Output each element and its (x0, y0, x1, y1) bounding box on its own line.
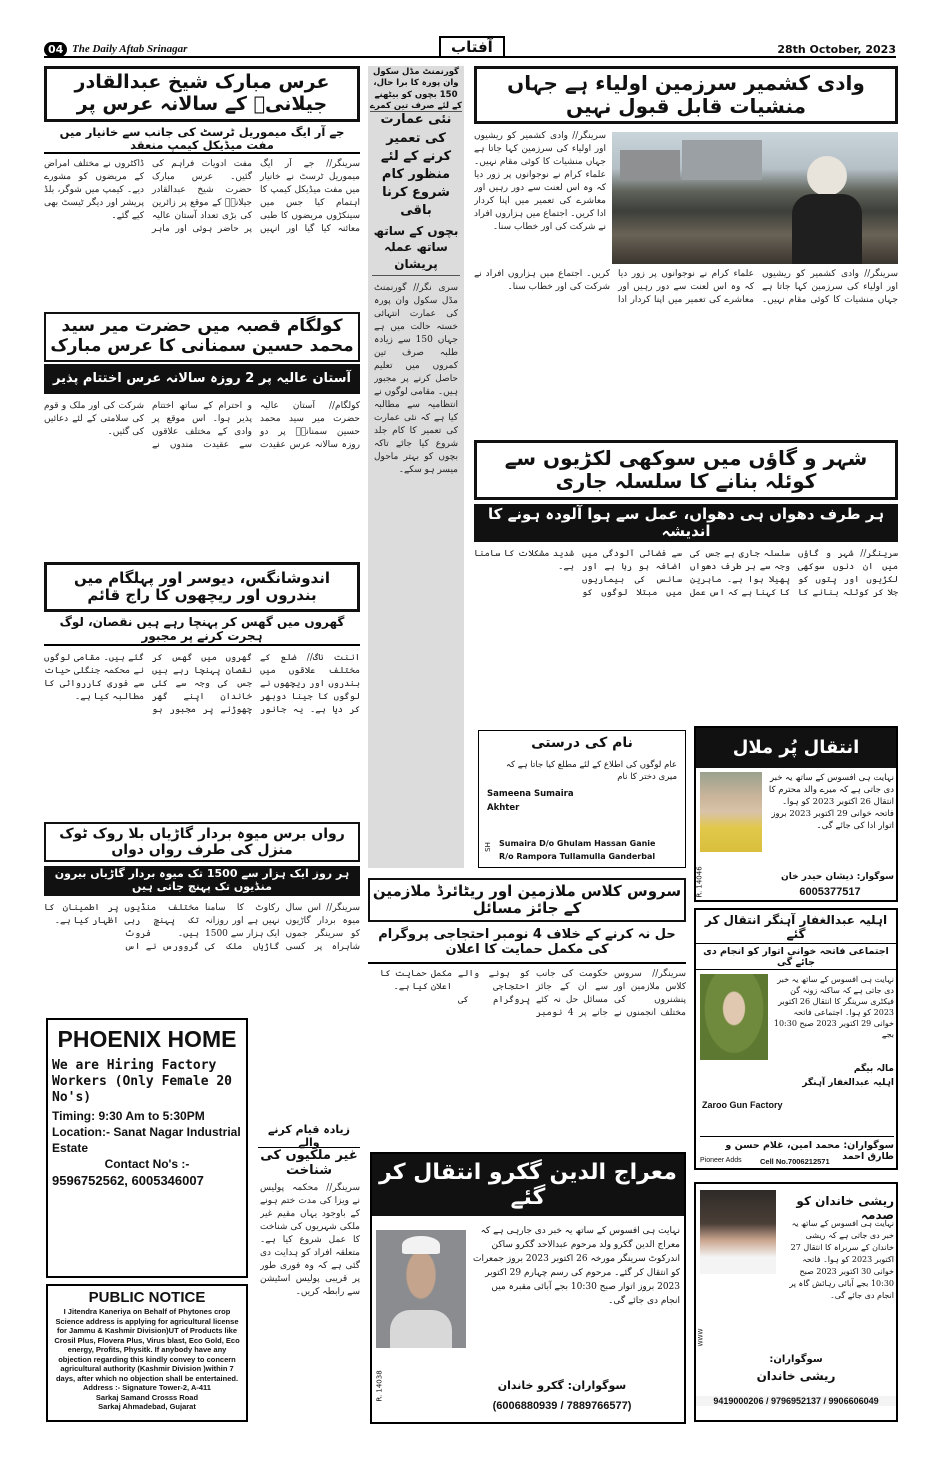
phoenix-line3: Location:- Sanat Nagar Industrial Estate (52, 1125, 241, 1155)
body-kashmir-saints: سرینگر// وادی کشمیر کو ریشیوں اور اولیاء کی سرزمین کہا جاتا ہے جہاں منشیات کا کوئی مقام نہیں۔ علماء کرام نے نوجوانوں پر زور دیا کہ وہ اس لعنت سے دور رہیں اور معاشرے کی تعمیر میں اپنا کردار ادا کریں۔ اجتماع میں ہزاروں افراد نے شرکت کی اور خطاب سنا۔ (474, 269, 898, 305)
phoenix-line4: Contact No's :- (104, 1157, 190, 1171)
logo: آفتاب (439, 36, 505, 58)
meraj-title: معراج الدین گکرو انتقال کر گئے (372, 1154, 684, 1216)
name-correction-line2: Akhter (487, 803, 520, 813)
notice-condolence-1 (694, 726, 898, 902)
subhead-employees: حل نہ کرنے کے خلاف 4 نومبر احتجاجی پروگرام کی مکمل حمایت کا اعلان (368, 924, 686, 964)
condolence-2-mourners: سوگواران: محمد امین، غلام حسن و طارق احمد (700, 1136, 894, 1162)
reshi-body: نہایت ہی افسوس کے ساتھ یہ خبر دی جاتی ہے کہ ریشی خاندان کے سربراہ کا انتقال 27 اکتوبر 2023 کو ہوا۔ فاتحہ خوانی 30 اکتوبر 2023 صبح 10:30 بجے آبائی رہائش گاہ پر انجام دی جائے گی۔ (789, 1219, 894, 1300)
meraj-photo (376, 1230, 466, 1348)
notice-condolence-2 (694, 908, 898, 1170)
public-notice-body: I Jitendra Kaneriya on Behalf of Phytones crop Science address is applying for agricultural license for Jammu & Kashmir Division)UT of Products like Crosil Plus, Flovera Plus, Virus blast, Eco Gold, Eco energy, Profits, Physitk. If anybody have any objection regarding this kindly convey to concern agricultural authority (Kashmir Division )within 7 days, after which no objection shall be entertained. (54, 1307, 240, 1383)
body-employees: سرینگر// سروس کلاس ملازمین اور پنشنروں کی مختلف انجمنوں نے حکومت کی جانب سے ان کے جائز مسائل حل نہ کئے جانے پر 4 نومبر کو ہونے والے احتجاجی پروگرام کی مکمل حمایت کا اعلان کیا ہے۔ (380, 969, 686, 1018)
phoenix-line1: We are Hiring Factory Workers (Only Female 20 No's) (52, 1058, 233, 1105)
condolence-2-phone: Cell No.7006212571 (760, 1157, 830, 1166)
reshi-mourners2: ریشی خاندان (756, 1369, 836, 1383)
public-notice-address1: Address :- Signature Tower-2, A-411 (83, 1383, 211, 1392)
subhead-charcoal: ہر طرف دھواں ہی دھواں، عمل سے ہوا آلودہ ہونے کا اندیشہ (474, 504, 898, 542)
body-foreign: سرینگر// محکمہ پولیس نے ویزا کی مدت ختم ہونے کے باوجود یہاں مقیم غیر ملکی شہریوں کی شناخت کا عمل شروع کیا ہے۔ متعلقہ افراد کو ہدایت دی گئی ہے کہ وہ فوری طور پر قریبی پولیس اسٹیشن سے رابطہ کریں۔ (260, 1183, 360, 1297)
name-correction-body: عام لوگوں کی اطلاع کے لئے مطلع کیا جاتا ہے کہ میری دختر کا نام (505, 760, 677, 782)
notice-name-correction (478, 730, 686, 868)
condolence-2-title: اہلیہ عبدالغفار آہنگر انتقال کر گئے (696, 912, 896, 944)
body-charcoal: سرینگر// شہر و گاؤں میں ان دنوں سوکھی لکڑیوں اور پتوں کو جلا کر کوئلہ بنانے کا سلسلہ جاری ہے جس کی وجہ سے ہر طرف دھواں پھیلا ہوا ہے۔ ماہرین کا کہنا ہے کہ اس عمل سے فضائی آلودگی میں اضافہ ہو رہا ہے اور سانس کی بیماریوں میں مبتلا لوگوں کو شدید مشکلات کا سامنا ہے۔ (474, 549, 898, 598)
body-fruit-trucks: سرینگر// اس سال میوہ بردار گاڑیوں کو سرینگر جموں شاہراہ پر کسی رکاوٹ کا سامنا نہیں ہے اور روزانہ ایک ہزار سے 1500 گاڑیاں ملک کی مختلف منڈیوں تک پہنچ رہی ہیں۔ فروٹ گروورس نے اس پر اطمینان کا اظہار کیا ہے۔ (44, 903, 360, 952)
headline-charcoal: شہر و گاؤں میں سوکھی لکڑیوں سے کوئلہ بنانے کا سلسلہ جاری (474, 440, 898, 500)
subhead-urs-gilani: جے آر ایگ میموریل ٹرسٹ کی جانب سے خانیار میں مفت میڈیکل کیمپ منعقد (44, 126, 360, 154)
reshi-ref: WWW (697, 1328, 705, 1347)
name-correction-signature1: Sumaira D/o Ghulam Hassan Ganie (499, 839, 656, 848)
condolence-2-subtitle: اجتماعی فاتحہ خوانی اتوار کو انجام دی جائے گی (696, 946, 896, 970)
condolence-1-mourner: سوگوار: ذیشان حیدر خان (781, 872, 894, 882)
page-number: 04 (44, 42, 67, 57)
subhead-school-2: بچوں کے ساتھ ساتھ عملہ پریشان (372, 220, 460, 276)
condolence-2-name1: مالہ بیگم (853, 1064, 894, 1074)
phoenix-line5: 9596752562, 6005346007 (52, 1173, 204, 1188)
name-correction-ref: SH (483, 842, 492, 852)
condolence-1-title: انتقال پُر ملال (696, 728, 896, 768)
headline-school: گورنمنٹ مڈل سکول وان پورہ کا برا حال، 150 بچوں کو بیٹھنے کے لئے صرف تین کمرے (370, 67, 462, 111)
headline-foreign-2: غیر ملکیوں کی شناخت (260, 1148, 358, 1178)
name-correction-line1: Sameena Sumaira (487, 789, 574, 799)
subhead-monkeys: گھروں میں گھس کر پہنچا رہے ہیں نقصان، لوگ ہجرت کرنے پر مجبور (44, 616, 360, 646)
condolence-2-name2: اہلیہ عبدالغفار آہنگر (802, 1078, 894, 1088)
crowd-photo (612, 132, 898, 264)
headline-fruit-trucks: رواں برس میوہ بردار گاڑیاں بلا روک ٹوک منزل کی طرف رواں دواں (44, 822, 360, 862)
notice-meraj (370, 1152, 686, 1424)
reshi-phones: 9906606049 / 9796952137 / 9419000206 (696, 1396, 896, 1406)
notice-reshi (694, 1182, 898, 1422)
condolence-2-photo (700, 974, 768, 1060)
name-correction-title: نام کی درستی (531, 735, 633, 751)
body-school: سری نگر// گورنمنٹ مڈل سکول وان پورہ کی عمارت انتہائی خستہ حالت میں ہے جہاں 150 سے زیادہ طلبہ صرف تین کمروں میں تعلیم حاصل کرنے پر مجبور ہیں۔ مقامی لوگوں نے انتظامیہ سے مطالبہ کیا ہے کہ نئی عمارت کی تعمیر کا کام جلد شروع کیا جائے تاکہ بچوں کو بہتر ماحول میسر ہو سکے۔ (374, 283, 458, 475)
phoenix-title: PHOENIX HOME (57, 1026, 237, 1052)
meraj-body: نہایت ہی افسوس کے ساتھ یہ خبر دی جارہی ہے کہ معراج الدین گکرو ولد مرحوم عبدالاحد گکرو ساکن اندرکوٹ سرینگر مورخہ 26 اکتوبر 2023 بروز جمعرات کو انتقال کر گئے۔ مرحوم کی رسم چہارم 29 اکتوبر 2023 بروز اتوار صبح 10:30 بجے آبائی مقبرہ میں انجام دی جائے گی۔ (472, 1226, 680, 1306)
condolence-1-photo (700, 772, 762, 852)
headline-monkeys: اندوشانگس، دیوسر اور پہلگام میں بندروں اور ریچھوں کا راج قائم (44, 562, 360, 612)
headline-foreign-1: زیادہ قیام کرنے والے (258, 1126, 360, 1148)
subhead-school-1: نئی عمارت کی تعمیر کرنے کے لئے منظور کام شروع کرنا باقی (380, 112, 452, 219)
condolence-1-body: نہایت ہی افسوس کے ساتھ یہ خبر دی جاتی ہے کہ میرے والد محترم کا انتقال 26 اکتوبر 2023 کو ہوا۔ فاتحہ خوانی 29 اکتوبر 2023 بروز اتوار ادا کی جائے گی۔ (768, 773, 894, 831)
headline-kashmir-saints: وادی کشمیر سرزمین اولیاء ہے جہاں منشیات قابل قبول نہیں (474, 66, 898, 124)
reshi-mourners1: سوگواران: (769, 1354, 823, 1365)
body-kashmir-saints-top: سرینگر// وادی کشمیر کو ریشیوں اور اولیاء کی سرزمین کہا جاتا ہے جہاں منشیات کا کوئی مقام نہیں۔ علماء کرام نے نوجوانوں پر زور دیا کہ وہ اس لعنت سے دور رہیں اور معاشرے کی تعمیر میں اپنا کردار ادا کریں۔ اجتماع میں ہزاروں افراد نے شرکت کی اور خطاب سنا۔ (474, 131, 606, 232)
meraj-phones: (7889766577 / 6006880939) (492, 1400, 632, 1412)
public-notice-address2: Sarkaj Samand Crosss Road (95, 1392, 199, 1402)
paper-name: The Daily Aftab Srinagar (72, 43, 188, 55)
masthead (44, 38, 896, 58)
ad-public-notice (46, 1284, 248, 1422)
condolence-2-advt: Pioneer Adds (700, 1157, 742, 1164)
body-urs-gilani: سرینگر// جے آر ایگ میموریل ٹرسٹ نے خانیار میں مفت میڈیکل کیمپ کا اہتمام کیا جس میں سینکڑوں مریضوں کا طبی معائنہ کیا گیا اور انہیں مفت ادویات فراہم کی گئیں۔ عرس مبارک حضرت شیخ عبدالقادر جیلانیؒ کے موقع پر زائرین کی بڑی تعداد آستان عالیہ پر حاضر ہوئی اور ماہر ڈاکٹروں نے مختلف امراض کے مریضوں کو مشورے دیے۔ کیمپ میں شوگر، بلڈ پریشر اور دیگر ٹیسٹ بھی کیے گئے۔ (44, 159, 360, 234)
meraj-mourners: سوگواران: گکرو خاندان (497, 1379, 627, 1392)
meraj-ref: R. 14038 (375, 1370, 384, 1402)
condolence-1-phone: 6005377517 (799, 886, 861, 898)
public-notice-title: PUBLIC NOTICE (88, 1289, 206, 1306)
name-correction-signature2: R/o Rampora Tullamulla Ganderbal (499, 852, 656, 861)
condolence-1-ref: R. 14046 (695, 866, 704, 898)
issue-date: 28th October, 2023 (777, 43, 896, 56)
headline-kulgam-urs: کولگام قصبہ میں حضرت میر سید محمد حسین سمنانی کا عرس مبارک (44, 312, 360, 362)
reshi-title: ریشی خاندان کو صدمہ (796, 1194, 894, 1222)
body-monkeys: اننت ناگ// ضلع کے مختلف علاقوں میں بندروں اور ریچھوں نے لوگوں کا جینا دوبھر کر دیا ہے۔ یہ جانور گھروں میں گھس کر نقصان پہنچا رہے ہیں جس کی وجہ سے کئی خاندان اپنے گھر چھوڑنے پر مجبور ہو گئے ہیں۔ مقامی لوگوں نے محکمہ جنگلی حیات سے فوری کارروائی کا مطالبہ کیا ہے۔ (44, 653, 360, 715)
public-notice-address3: Sarkaj Ahmadebad, Gujarat (98, 1402, 196, 1411)
subhead-fruit-trucks: ہر روز ایک ہزار سے 1500 تک میوہ بردار گاڑیاں بیرون منڈیوں تک پہنچ جاتی ہیں (44, 866, 360, 896)
headline-employees: سروس کلاس ملازمین اور ریٹائرڈ ملازمین کے جائز مسائل (368, 878, 686, 922)
headline-urs-gilani: عرس مبارک شیخ عبدالقادر جیلانیؒ کے سالانہ عرس پر (44, 66, 360, 122)
condolence-2-location: Zaroo Gun Factory (702, 1100, 783, 1110)
subhead-kulgam-urs: آستان عالیہ پر 2 روزہ سالانہ عرس اختتام پذیر (44, 364, 360, 394)
condolence-2-body: نہایت ہی افسوس کے ساتھ یہ خبر دی جاتی ہے کہ ساکنہ زونہ گن فیکٹری سرینگر کا انتقال 26 اکتوبر 2023 کو ہوا۔ اجتماعی فاتحہ خوانی 29 اکتوبر 2023 صبح 10:30 بجے (773, 975, 894, 1039)
phoenix-line2: Timing: 9:30 Am to 5:30PM (52, 1109, 205, 1123)
ad-phoenix-home (46, 1018, 248, 1278)
body-kulgam-urs: کولگام// آستان عالیہ حضرت میر سید محمد حسین سمنانیؒ پر دو روزہ سالانہ عرس عقیدت و احترام کے ساتھ اختتام پذیر ہوا۔ اس موقع پر وادی کے مختلف علاقوں سے عقیدت مندوں نے شرکت کی اور ملک و قوم کی سلامتی کے لئے دعائیں کی گئیں۔ (44, 401, 360, 450)
